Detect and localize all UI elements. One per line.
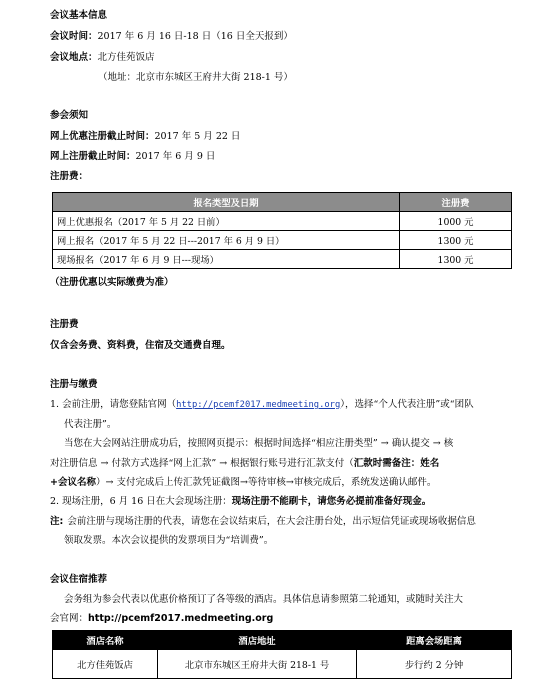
fee-label: 注册费： bbox=[50, 171, 89, 182]
meeting-time-value: 2017 年 6 月 16 日-18 日（16 日全天报到） bbox=[97, 31, 293, 42]
payment-item-2-text: 2. 现场注册，6 月 16 日在大会现场注册： bbox=[50, 496, 232, 507]
early-deadline-label: 网上优惠注册截止时间： bbox=[50, 131, 155, 142]
basic-info-heading: 会议基本信息 bbox=[50, 10, 108, 21]
fee-table-header-type: 报名类型及日期 bbox=[53, 193, 400, 212]
fee-amount-cell: 1300 元 bbox=[400, 231, 512, 250]
online-deadline-label: 网上注册截止时间： bbox=[50, 151, 136, 162]
fee-table-header bbox=[53, 193, 512, 212]
payment-item-1-text: 1. 会前注册，请您登陆官网（ bbox=[50, 399, 177, 410]
payment-flow-line-3 bbox=[50, 476, 436, 489]
payment-heading: 注册与缴费 bbox=[50, 379, 98, 390]
payment-remark-bold-2: +会议名称 bbox=[50, 477, 96, 488]
payment-flow-line-1: 当您在大会网站注册成功后，按照网页提示：根据时间选择“相应注册类型” → 确认提交 → 核 bbox=[64, 438, 454, 449]
fee-table-header-fee: 注册费 bbox=[400, 193, 512, 212]
early-deadline-line bbox=[50, 130, 240, 143]
hotel-heading: 会议住宿推荐 bbox=[50, 574, 108, 585]
payment-item-1 bbox=[50, 398, 474, 412]
meeting-place-line bbox=[50, 51, 155, 64]
fee-section-text: 仅含会务费、资料费，住宿及交通费自理。 bbox=[50, 340, 231, 351]
meeting-address: （地址：北京市东城区王府井大街 218-1 号） bbox=[98, 72, 293, 83]
meeting-time-line bbox=[50, 30, 293, 43]
notice-heading: 参会须知 bbox=[50, 110, 89, 121]
table-row bbox=[53, 212, 512, 231]
payment-note-line-1 bbox=[50, 515, 476, 528]
hotel-text-line-1: 会务组为参会代表以优惠价格预订了各等级的酒店。具体信息请参照第二轮通知，或随时关注大 bbox=[64, 594, 464, 605]
fee-section-heading: 注册费 bbox=[50, 319, 79, 330]
meeting-time-label: 会议时间： bbox=[50, 31, 98, 42]
fee-table bbox=[52, 192, 512, 269]
payment-flow-text: 对注册信息 → 付款方式选择“网上汇款” → 根据银行账号进行汇款支付（ bbox=[50, 458, 354, 469]
hotel-table bbox=[52, 630, 512, 679]
payment-note-label: 注: bbox=[50, 516, 64, 527]
hotel-header-name: 酒店名称 bbox=[53, 631, 158, 650]
payment-item-1-text-end: ），选择“个人代表注册”或“团队 bbox=[340, 399, 474, 410]
meeting-place-value: 北方佳苑饭店 bbox=[97, 52, 155, 63]
payment-flow-text-2: ）→ 支付完成后上传汇款凭证截图→等待审核→审核完成后，系统发送确认邮件。 bbox=[95, 477, 437, 488]
fee-type-cell: 现场报名（2017 年 6 月 9 日---现场） bbox=[53, 250, 400, 269]
hotel-site-label: 会官网： bbox=[50, 613, 89, 624]
early-deadline-value: 2017 年 5 月 22 日 bbox=[154, 131, 241, 142]
online-deadline-value: 2017 年 6 月 9 日 bbox=[135, 151, 216, 162]
hotel-site-url: http://pcemf2017.medmeeting.org bbox=[88, 613, 274, 624]
fee-amount-cell: 1300 元 bbox=[400, 250, 512, 269]
hotel-address-cell: 北京市东城区王府井大街 218-1 号 bbox=[158, 650, 357, 679]
official-site-link[interactable]: http://pcemf2017.medmeeting.org bbox=[176, 400, 341, 410]
hotel-header-distance: 距离会场距离 bbox=[357, 631, 512, 650]
hotel-table-header bbox=[53, 631, 512, 650]
online-deadline-line bbox=[50, 150, 215, 163]
hotel-text-line-2 bbox=[50, 612, 273, 625]
payment-note-text: 会前注册与现场注册的代表，请您在会议结束后，在大会注册台处，出示短信凭证或现场收据信息 bbox=[67, 516, 476, 527]
table-row bbox=[53, 250, 512, 269]
hotel-header-address: 酒店地址 bbox=[158, 631, 357, 650]
payment-flow-line-2 bbox=[50, 457, 439, 470]
payment-item-2-bold: 现场注册不能刷卡，请您务必提前准备好现金。 bbox=[231, 496, 432, 507]
meeting-place-label: 会议地点： bbox=[50, 52, 98, 63]
fee-type-cell: 网上报名（2017 年 5 月 22 日---2017 年 6 月 9 日） bbox=[53, 231, 400, 250]
hotel-name-cell: 北方佳苑饭店 bbox=[53, 650, 158, 679]
payment-remark-bold: 汇款时需备注：姓名 bbox=[353, 458, 440, 469]
hotel-distance-cell: 步行约 2 分钟 bbox=[357, 650, 512, 679]
payment-note-line-2: 领取发票。本次会议提供的发票项目为“培训费”。 bbox=[64, 535, 274, 546]
payment-item-1-cont: 代表注册”。 bbox=[64, 419, 117, 430]
table-row bbox=[53, 231, 512, 250]
fee-table-note: （注册优惠以实际缴费为准） bbox=[50, 277, 174, 288]
fee-amount-cell: 1000 元 bbox=[400, 212, 512, 231]
table-row bbox=[53, 650, 512, 679]
payment-item-2 bbox=[50, 495, 431, 508]
fee-type-cell: 网上优惠报名（2017 年 5 月 22 日前） bbox=[53, 212, 400, 231]
